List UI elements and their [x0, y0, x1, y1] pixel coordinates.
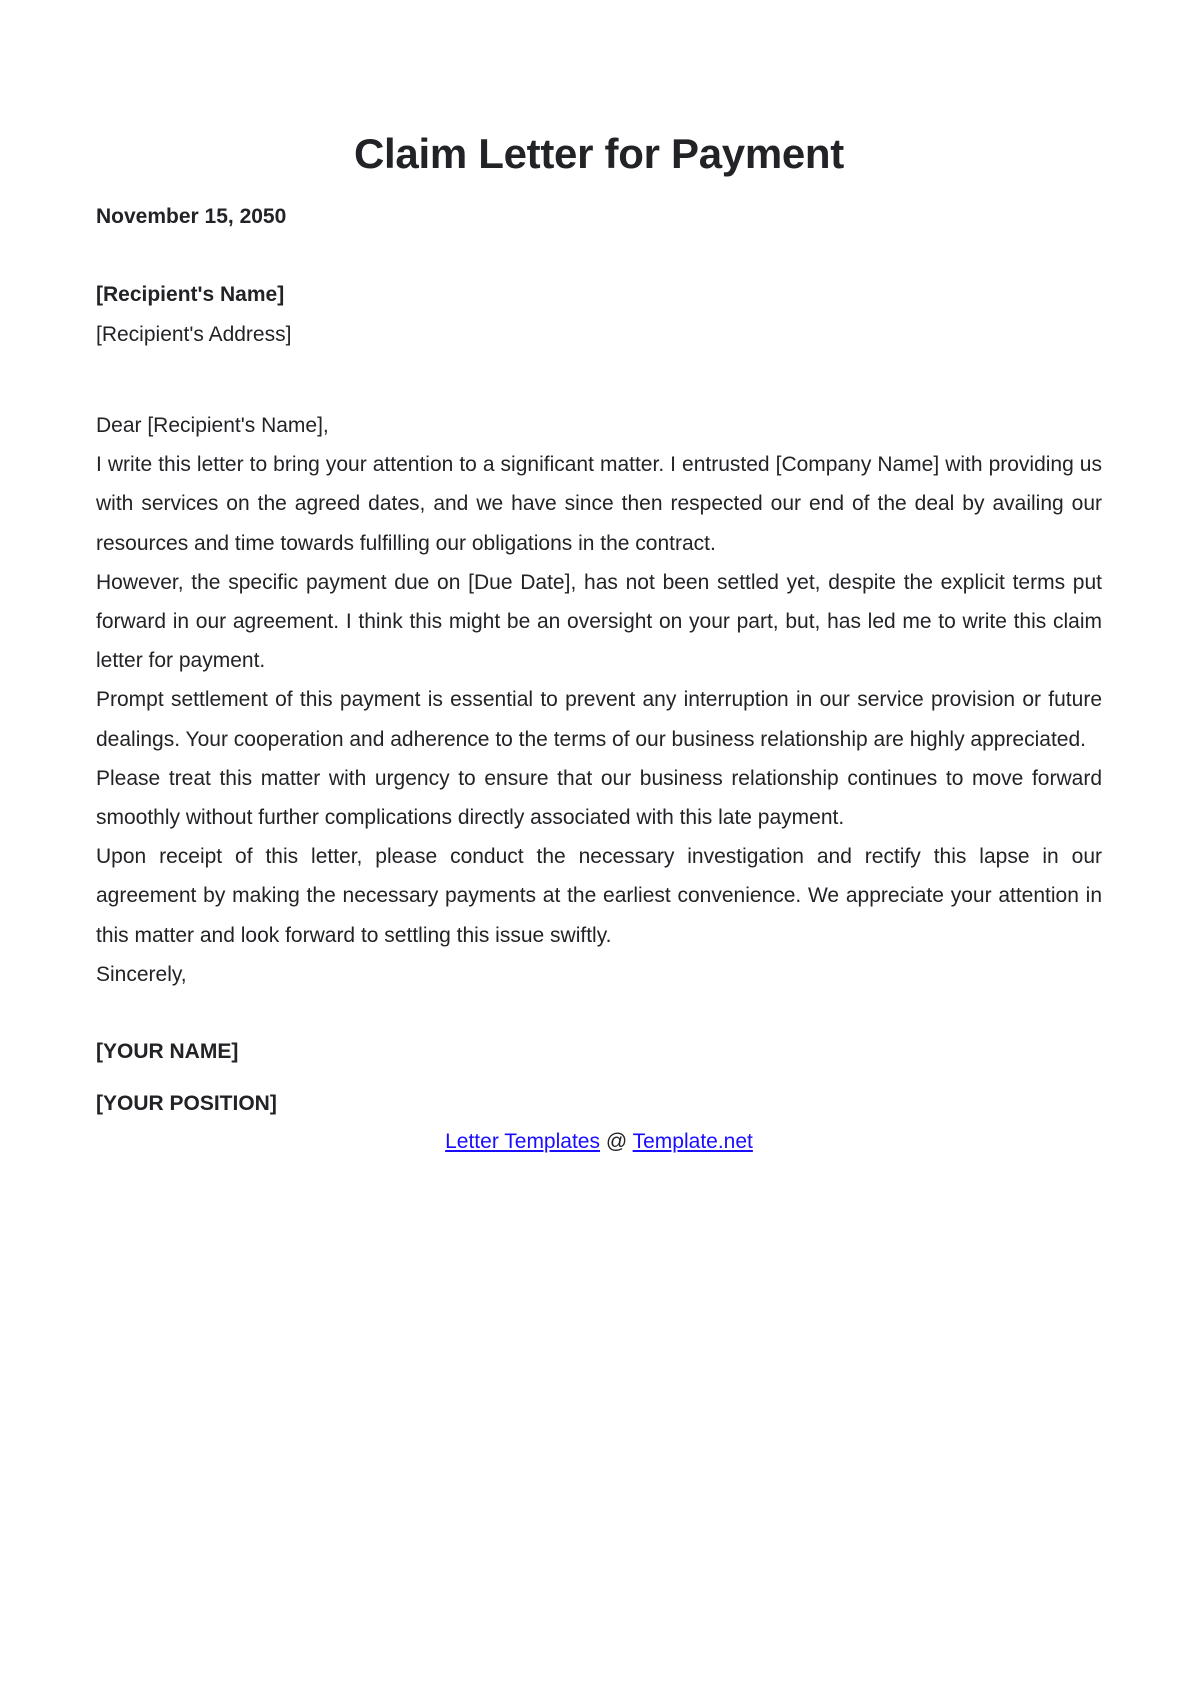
- footer-attribution: [96, 1128, 1102, 1156]
- at-separator: @: [605, 1130, 628, 1153]
- recipient-address: [Recipient's Address]: [96, 323, 292, 346]
- closing: Sincerely,: [96, 962, 187, 986]
- letter-date: November 15, 2050: [96, 205, 287, 228]
- recipient-name: [Recipient's Name]: [96, 283, 285, 306]
- body-paragraph-1: I write this letter to bring your attention to a significant matter. I entrusted [Company Name] with providing us with services on the agreed dates, and we have since then respected our end of the deal by availing our resources and time towards fulfilling our obligations in the contract.: [96, 453, 1102, 555]
- letter-templates-link[interactable]: Letter Templates: [445, 1130, 600, 1153]
- body-paragraph-2: However, the specific payment due on [Due Date], has not been settled yet, despite the explicit terms put forward in our agreement. I think this might be an oversight on your part, but, has led me to write this claim letter for payment.: [96, 570, 1102, 673]
- salutation: Dear [Recipient's Name],: [96, 414, 329, 437]
- signature-position: [YOUR POSITION]: [96, 1092, 277, 1115]
- body-paragraph-5: Upon receipt of this letter, please conduct the necessary investigation and rectify this lapse in our agreement by making the necessary payments at the earliest convenience. We appreciate your attention in this matter and look forward to settling this issue swiftly.: [96, 845, 1102, 947]
- letter-body: [96, 406, 1102, 994]
- template-net-link[interactable]: Template.net: [632, 1130, 753, 1153]
- body-paragraph-4: Please treat this matter with urgency to ensure that our business relationship continues to move forward smoothly without further complications directly associated with this late payment.: [96, 766, 1102, 830]
- body-paragraph-3: Prompt settlement of this payment is essential to prevent any interruption in our service provision or future dealings. Your cooperation and adherence to the terms of our business relationship are highly appreciated.: [96, 688, 1102, 751]
- page-title: Claim Letter for Payment: [354, 130, 844, 177]
- signature-name: [YOUR NAME]: [96, 1040, 239, 1063]
